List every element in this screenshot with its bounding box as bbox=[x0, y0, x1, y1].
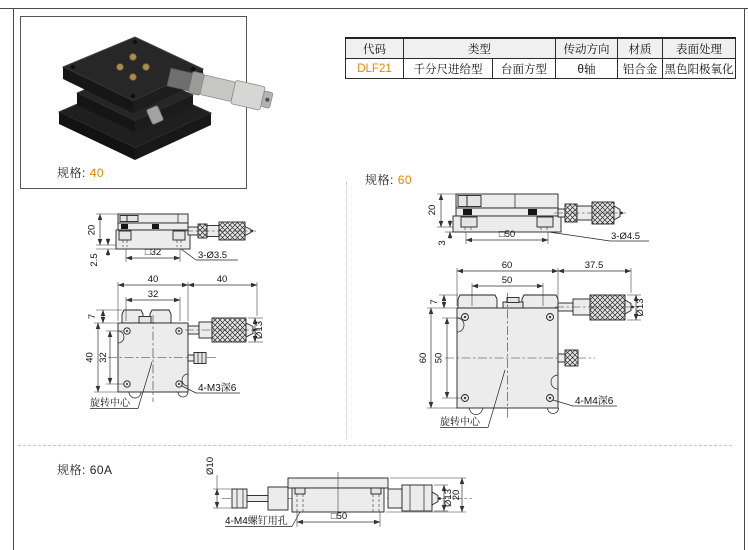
dim-60top-screws: 4-M4深6 bbox=[575, 396, 614, 407]
drawing-60-top bbox=[418, 260, 646, 428]
dim-60side-height: 20 bbox=[427, 204, 438, 216]
dim-60top-knob: Ø13 bbox=[635, 298, 646, 317]
drawing-40-side bbox=[87, 214, 257, 267]
dim-60a-holes: 4-M4螺钉用孔 bbox=[225, 516, 288, 527]
label-40-rotation-center: 旋转中心 bbox=[90, 398, 130, 409]
header-finish: 表面处理 bbox=[663, 38, 736, 59]
drawing-60-side bbox=[427, 194, 649, 246]
dim-40top-screws: 4-M3深6 bbox=[198, 383, 237, 394]
dim-60top-inner-width: 50 bbox=[501, 275, 513, 286]
page-left-border bbox=[13, 8, 14, 550]
cell-material: 铝合金 bbox=[618, 59, 663, 79]
dim-60a-height: 20 bbox=[451, 489, 462, 501]
dim-40side-height: 20 bbox=[86, 224, 98, 236]
dim-40top-tab: 7 bbox=[87, 313, 98, 320]
spec-40-caption: 规格: bbox=[57, 166, 86, 180]
page-top-rule bbox=[0, 8, 748, 9]
spec-60a-value: 60A bbox=[89, 463, 113, 477]
dim-60side-base: 3 bbox=[437, 240, 448, 246]
drawing-60a-side bbox=[205, 457, 472, 527]
header-code: 代码 bbox=[346, 38, 404, 59]
dim-60top-inner-height: 50 bbox=[433, 352, 445, 364]
spec-40-label bbox=[57, 164, 104, 181]
dim-60a-knob: Ø13 bbox=[443, 489, 454, 507]
product-photo bbox=[21, 17, 246, 167]
dim-40top-width: 40 bbox=[147, 274, 159, 285]
cell-code: DLF21 bbox=[346, 59, 404, 79]
dim-60top-micrometer: 37.5 bbox=[584, 260, 604, 271]
dim-40top-knob: Ø13 bbox=[254, 321, 265, 339]
spec-table bbox=[345, 37, 736, 79]
spec-60-value: 60 bbox=[397, 173, 413, 187]
dim-60side-holes: 3-Ø4.5 bbox=[611, 231, 641, 242]
spec-table-data-row bbox=[346, 59, 736, 79]
product-photo-box bbox=[20, 16, 247, 189]
spec-40-value: 40 bbox=[89, 166, 105, 180]
dim-60a-plunger: Ø10 bbox=[205, 457, 216, 475]
drawing-40 bbox=[50, 190, 350, 425]
page-right-border bbox=[744, 8, 745, 550]
spec-60-caption: 规格: bbox=[365, 173, 394, 187]
dim-40side-base: 2.5 bbox=[89, 253, 100, 267]
dim-40top-micrometer: 40 bbox=[216, 274, 228, 285]
cell-type-table: 台面方型 bbox=[493, 59, 556, 79]
cell-type-feed: 千分尺进给型 bbox=[404, 59, 493, 79]
drawing-60a bbox=[200, 452, 490, 547]
cell-direction: θ轴 bbox=[556, 59, 618, 79]
dim-60a-width: □50 bbox=[330, 511, 348, 522]
cell-finish: 黑色阳极氧化 bbox=[663, 59, 736, 79]
spec-table-header-row bbox=[346, 38, 736, 59]
label-60-rotation-center: 旋转中心 bbox=[440, 417, 480, 428]
spec-60a-caption: 规格: bbox=[57, 463, 86, 477]
dim-60top-height: 60 bbox=[418, 352, 429, 364]
drawing-60 bbox=[395, 185, 695, 447]
dim-40side-holes: 3-Ø3.5 bbox=[198, 250, 228, 261]
dim-40top-inner-height: 32 bbox=[98, 352, 109, 363]
dim-40top-inner-width: 32 bbox=[147, 289, 159, 300]
dim-60side-width: □50 bbox=[498, 229, 516, 240]
spec-60a-label bbox=[57, 461, 113, 478]
header-material: 材质 bbox=[618, 38, 663, 59]
dim-40side-width: □32 bbox=[144, 247, 162, 258]
dim-60top-tab: 7 bbox=[429, 299, 440, 305]
dim-40top-height: 40 bbox=[84, 352, 96, 363]
header-direction: 传动方向 bbox=[556, 38, 618, 59]
dim-60top-width: 60 bbox=[501, 260, 513, 271]
drawing-40-top bbox=[85, 274, 266, 409]
header-type: 类型 bbox=[404, 38, 556, 59]
